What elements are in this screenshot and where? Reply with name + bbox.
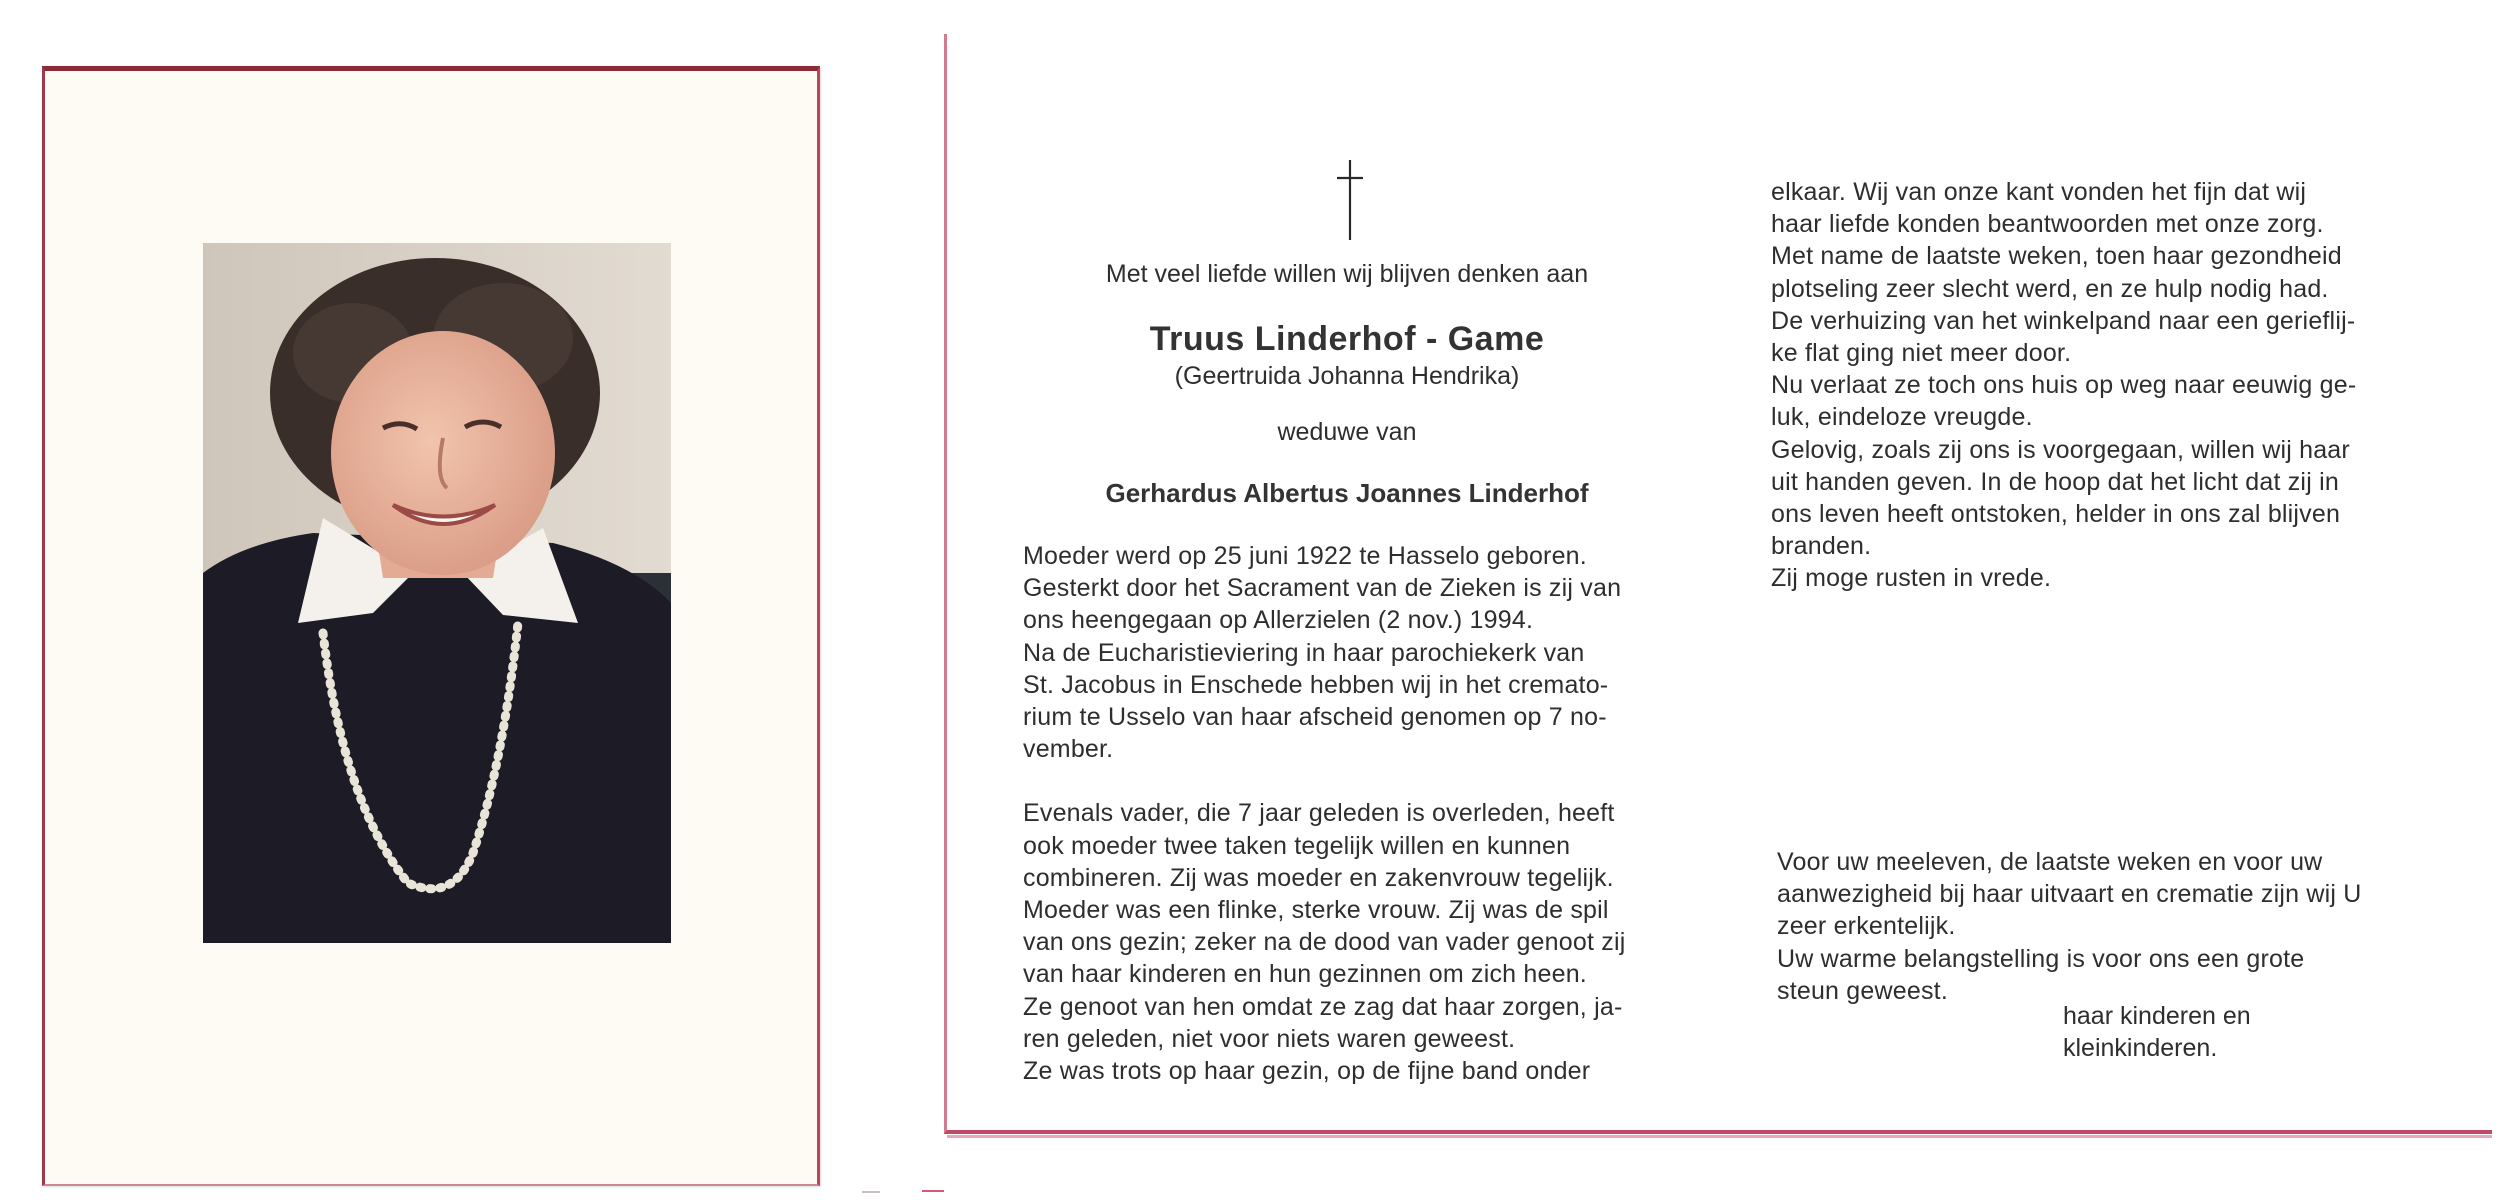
text-line: steun geweest. — [1777, 976, 1948, 1005]
text-line: Ze was trots op haar gezin, op de fijne band onder — [1023, 1057, 1591, 1086]
text-line: Gesterkt door het Sacrament van de Zieken is zij van — [1023, 574, 1622, 603]
text-line: Uw warme belangstelling is voor ons een grote — [1777, 944, 2305, 973]
text-line: van haar kinderen en hun gezinnen om zich heen. — [1023, 960, 1587, 989]
text-line: branden. — [1771, 532, 1872, 561]
text-line: ke flat ging niet meer door. — [1771, 339, 2072, 368]
text-line: ons leven heeft ontstoken, helder in ons zal blijven — [1771, 500, 2341, 529]
portrait-illustration — [203, 243, 671, 943]
scan-artifact — [862, 1191, 880, 1193]
text-line: ons heengegaan op Allerzielen (2 nov.) 1994. — [1023, 606, 1534, 635]
biography-right-column — [1771, 176, 2423, 595]
signature — [2063, 1000, 2251, 1064]
text-line: St. Jacobus in Enschede hebben wij in het cremato- — [1023, 670, 1609, 699]
text-line: elkaar. Wij van onze kant vonden het fijn dat wij — [1771, 178, 2307, 206]
text-line: Gelovig, zoals zij ons is voorgegaan, willen wij haar — [1771, 435, 2350, 464]
photo-card — [42, 66, 820, 1186]
text-line: aanwezigheid bij haar uitvaart en crematie zijn wij U — [1777, 880, 2362, 909]
text-line: Moeder was een flinke, sterke vrouw. Zij was de spil — [1023, 896, 1609, 925]
text-line: rium te Usselo van haar afscheid genomen op 7 no- — [1023, 703, 1607, 732]
paragraph-gap — [1023, 765, 1675, 797]
text-line: Zij moge rusten in vrede. — [1771, 564, 2052, 593]
text-line: De verhuizing van het winkelpand naar een gerieflij- — [1771, 306, 2356, 335]
text-line: Na de Eucharistieviering in haar parochiekerk van — [1023, 638, 1585, 667]
text-line: haar liefde konden beantwoorden met onze zorg. — [1771, 210, 2324, 239]
text-line: ren geleden, niet voor niets waren geweest. — [1023, 1024, 1516, 1053]
deceased-name: Truus Linderhof - Game — [1149, 320, 1545, 358]
memorial-text-sheet — [944, 34, 2492, 1134]
text-line: Ze genoot van hen omdat ze zag dat haar zorgen, ja- — [1023, 992, 1623, 1021]
text-line: luk, eindeloze vreugde. — [1771, 403, 2033, 432]
widow-of-label: weduwe van — [1277, 418, 1417, 446]
text-line: zeer erkentelijk. — [1777, 912, 1956, 941]
portrait-photo — [203, 243, 671, 943]
cross-icon — [1333, 158, 1367, 242]
text-line: Met name de laatste weken, toen haar gezondheid — [1771, 242, 2342, 271]
scan-artifact — [922, 1190, 944, 1192]
text-line: ook moeder twee taken tegelijk willen en kunnen — [1023, 831, 1571, 860]
text-line: Voor uw meeleven, de laatste weken en voor uw — [1777, 848, 2323, 876]
biography-left-column — [1023, 540, 1675, 1087]
given-names: (Geertruida Johanna Hendrika) — [1174, 362, 1520, 390]
text-line: Evenals vader, die 7 jaar geleden is overleden, heeft — [1023, 799, 1615, 828]
signature-line: kleinkinderen. — [2063, 1034, 2218, 1063]
intro-line: Met veel liefde willen wij blijven denken aan — [1105, 260, 1589, 288]
text-line: combineren. Zij was moeder en zakenvrouw tegelijk. — [1023, 863, 1614, 892]
husband-name: Gerhardus Albertus Joannes Linderhof — [1105, 478, 1589, 508]
text-line: plotseling zeer slecht werd, en ze hulp nodig had. — [1771, 274, 2329, 303]
text-line: uit handen geven. In de hoop dat het licht dat zij in — [1771, 467, 2339, 496]
text-line: Moeder werd op 25 juni 1922 te Hasselo geboren. — [1023, 542, 1587, 570]
text-line: Nu verlaat ze toch ons huis op weg naar eeuwig ge- — [1771, 371, 2357, 400]
text-line: van ons gezin; zeker na de dood van vader genoot zij — [1023, 928, 1626, 957]
text-line: vember. — [1023, 735, 1114, 764]
signature-line: haar kinderen en — [2063, 1002, 2251, 1030]
thanks-paragraph — [1777, 846, 2429, 1007]
